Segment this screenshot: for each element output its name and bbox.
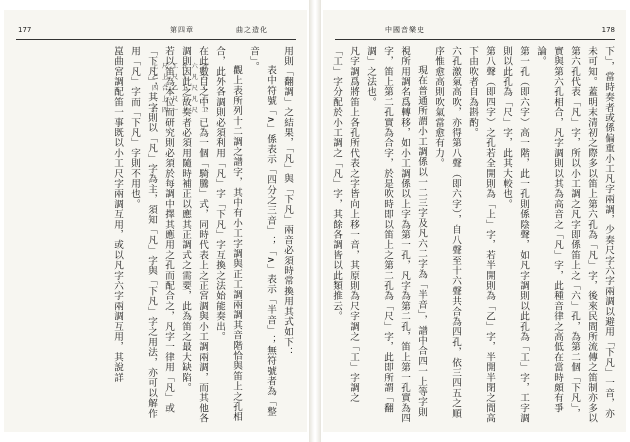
paragraph: 在此數目之中，已為一個「騎騰」式，同時代表上之正宮調與小工調兩調，而其他各調則因此之故奏者必須用隨時補正以應其正調式之需要，此為笛之最大缺陷。 [180,46,208,424]
scale-table-row: 四 合 乙 上 尺 工 [152,85,208,92]
paragraph: 第一孔（即六字）高一階，此一孔則係陰聲，如凡字調則以此孔為「工」字，工字調則以此孔為「尺」字，此其大較也。 [501,46,529,424]
paragraph: 若以笛為本位而研究則必須於每調中擇其應用之孔而配合之，凡字一律用「凡」或「下凡」，其字則以「凡」字為主，須知「凡」字與「下凡」字之用法，亦可以解作用「凡」字而「下凡」字則不用也。 [129,46,174,419]
scale-table-row: 一 上 尺 工 凡 六 [152,96,208,103]
scale-table-row: 上 尺 工 凡 六 五 [152,63,208,70]
paragraph: 現在普通所謂小工調係以一二三字及凡六二字為「半音」，譜中合四一上等字則視所用調名爲轉移，如小工調係以上字為第一孔，凡字為第二孔，笛上第一孔實為四字，笛上第二孔實為合字，於是吹時即以笛上之第二孔為「尺」字，此即所謂「翻調」之法也。 [365,46,427,424]
right-page-body [333,46,617,424]
left-page-number: 177 [18,26,32,34]
paragraph: 六孔激氣高吹，亦得第八聲（即六字），自八聲至十六聲共合為四孔，依三四五之順序惟愈高則吹氣當愈有力。 [433,46,461,419]
left-page-chapter: 第四章 [170,26,194,34]
left-page-header [18,22,294,38]
paragraph: 觀上表所列十二調之譜字，其中有小工字調與正工調兩調其音階恰與笛上之孔相合，此外各調則必須利用「凡」字「下凡」字互換之法始能奏出。 [214,46,242,423]
right-page-number: 178 [601,26,615,34]
scale-table-row: 乙 上 尺 工 凡 六 [152,74,208,81]
left-page-running-title: 曲之造化 [236,26,268,34]
right-header-rule [335,39,615,40]
paragraph: 用則「翻調」之結果，「凡」與「下凡」兩音必須時常換用其式如下： [282,46,293,358]
left-header-rule [16,39,296,40]
paragraph: 表中符號「∧」係表示「四分之三音」；「∧」表示「半音」；無符號者為「整音」。 [248,46,276,418]
paragraph: 崑曲宮調配笛一事既以小工尺字兩調互用，或以凡字六字兩調互用，其說詳 [112,46,123,383]
left-page [4,10,307,432]
right-page [323,10,626,432]
right-page-running-title: 中國音樂史 [385,26,425,34]
paragraph: 下」，當時奏者或係偏重小工凡字兩調，少奏尺字六字兩調以避用「下凡」一音，亦未可知。蓋明末清初之際多以笛上第六孔為「凡」字，後來民間所流傳之笛制亦多以第六孔代表「凡」字，所以小工調之凡字即係笛上之「六」孔，為第二個「下凡」，實與第六孔相合，凡字調則以其為高音之「凡」字，此種音律之高低在當時頗有爭論。 [535,46,614,424]
paragraph: 凡字調爲將笛上各孔所代表之字皆向上移一音，其原則為尺字調之「工」字調之「工」字分配於小工調之「凡」字，其餘各調皆以此類推云。 [331,46,359,403]
right-page-header [335,22,615,38]
paragraph: 第八聲（即四字）之孔若全開則為「上」字，若半開則為「乙」字，半開半閉之間高下由吹者自為斟酌。 [467,46,495,424]
scale-table-row: 合 四 一 上 尺 工 [152,107,208,114]
left-page-body [14,46,296,424]
book-gutter [309,0,321,442]
